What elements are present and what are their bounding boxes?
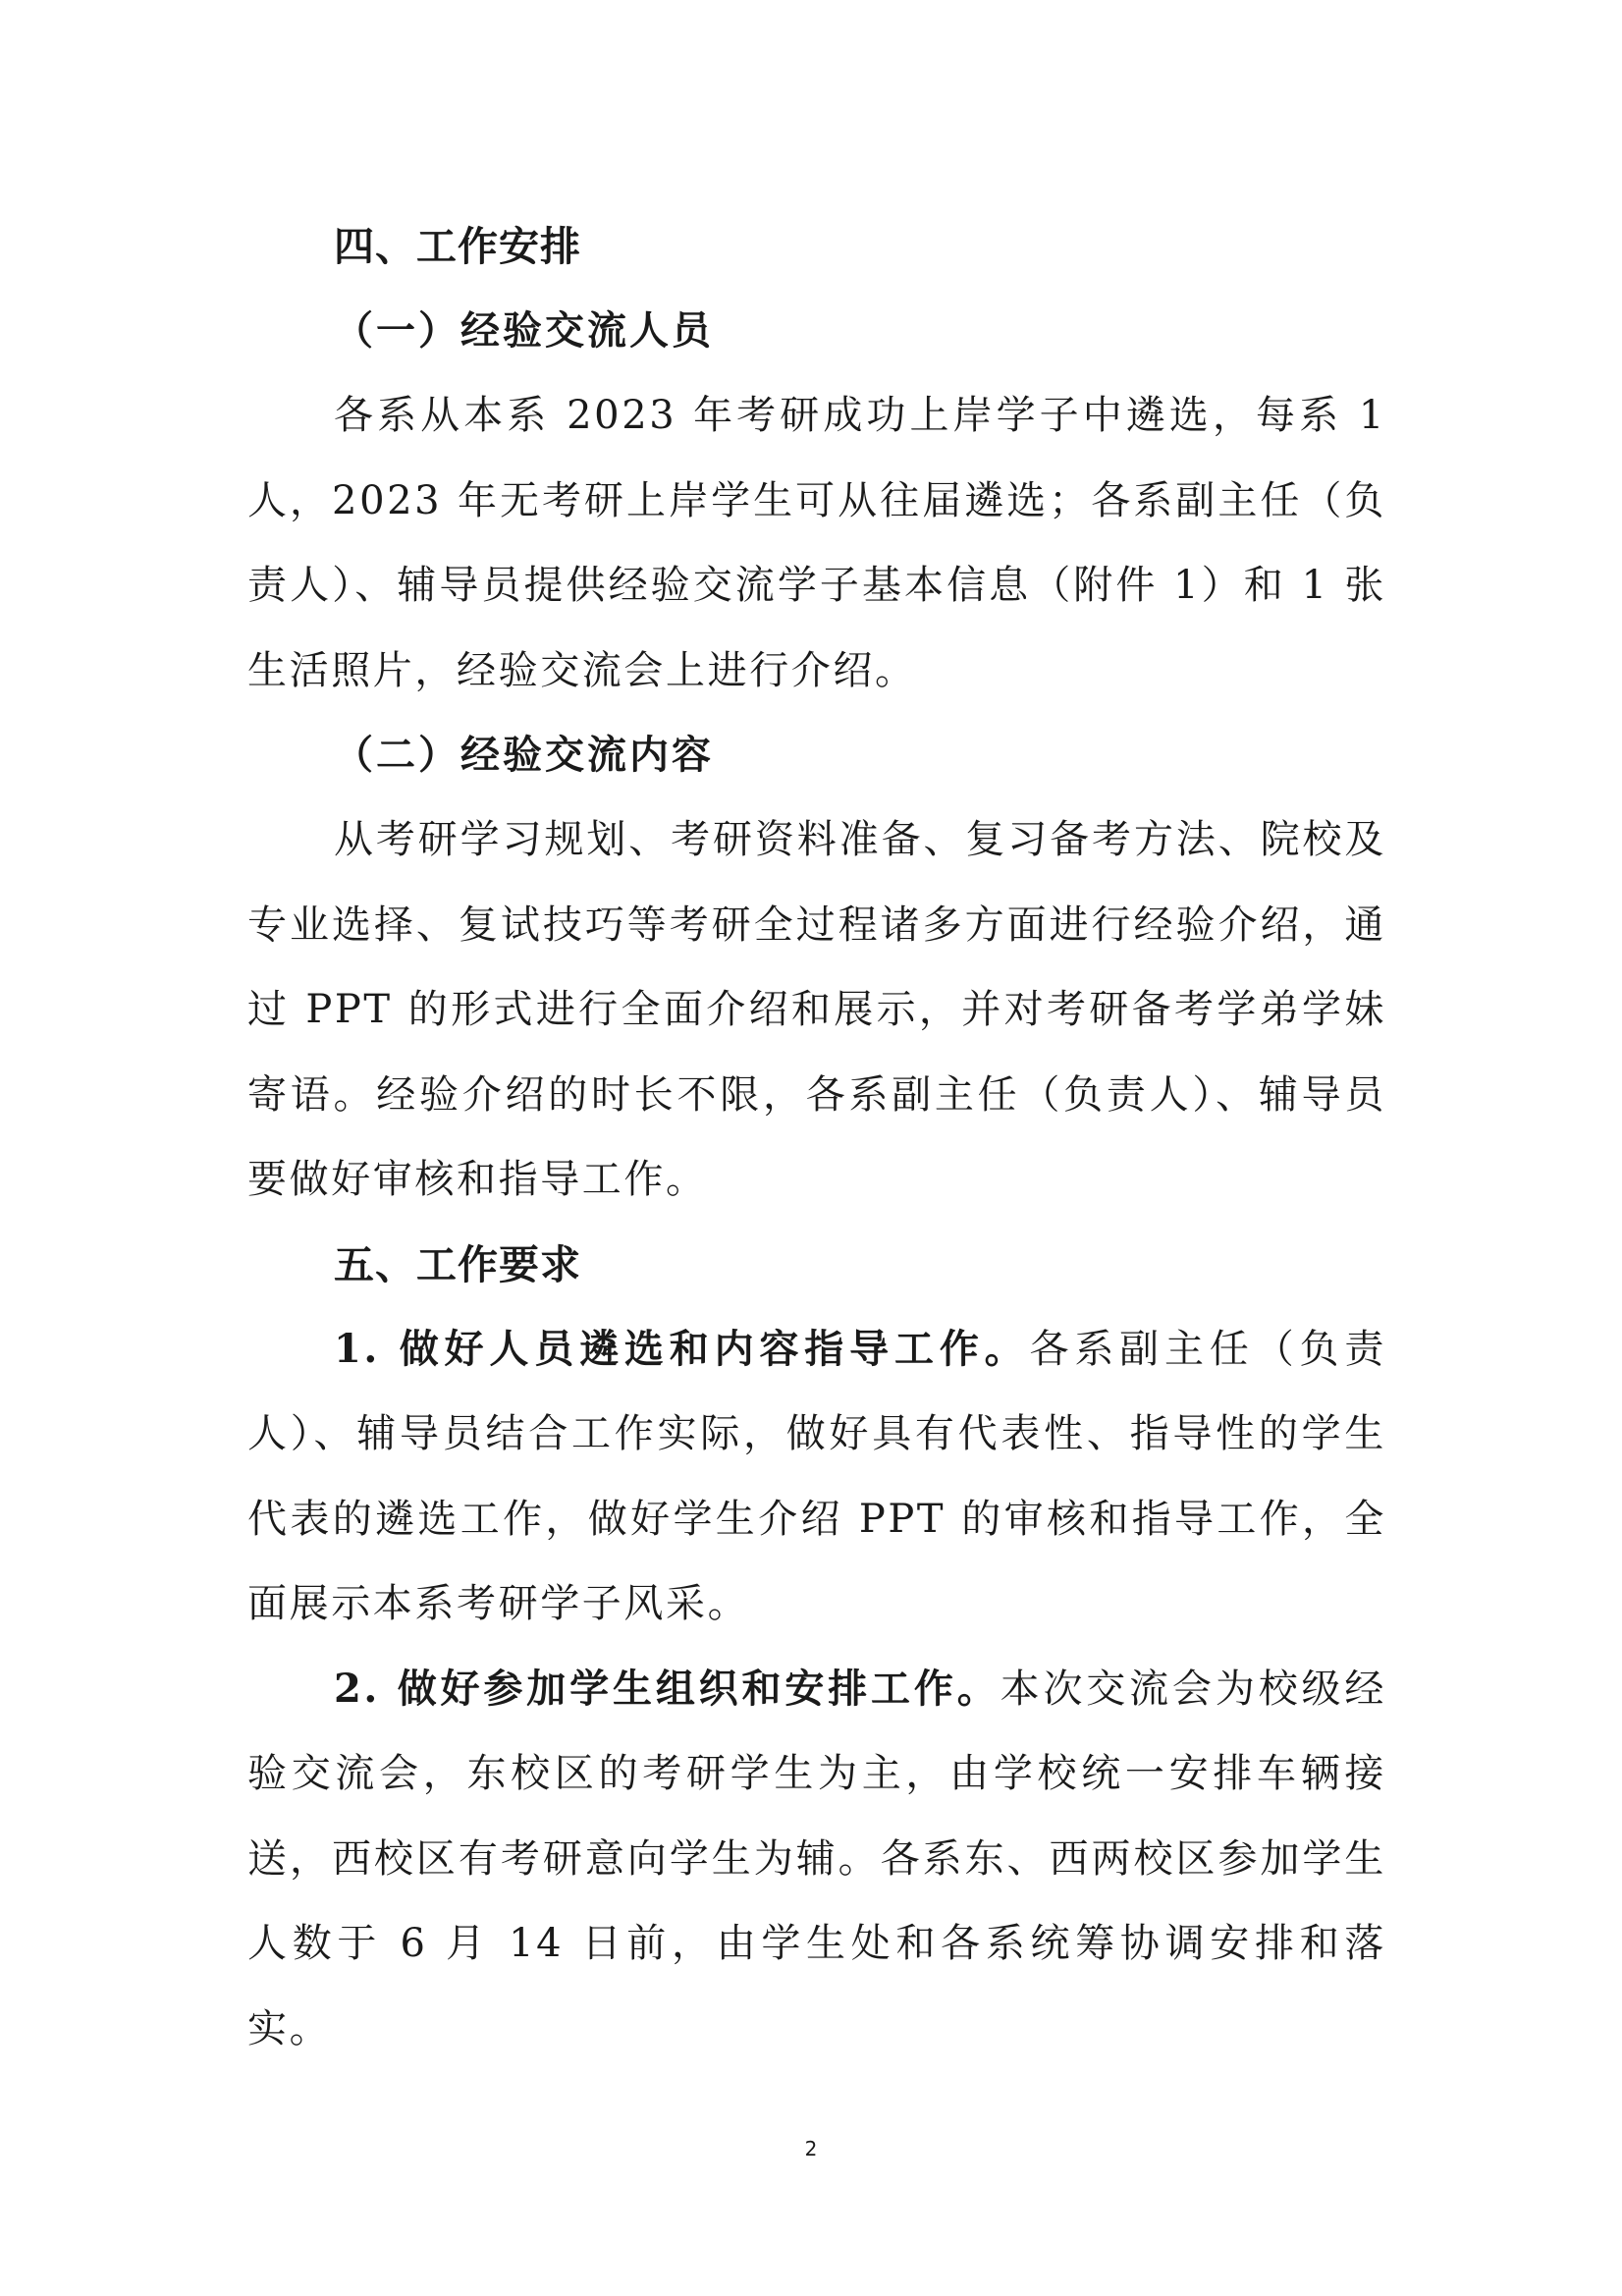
section-heading-work-requirements: 五、工作要求 [334, 1240, 581, 1288]
section-heading-work-arrangement: 四、工作安排 [334, 223, 581, 270]
paragraph-requirement-1 [247, 1307, 1386, 1647]
requirement-1-body: 各系副主任（负责人）、辅导员结合工作实际，做好具有代表性、指导性的学生代表的遴选工作，做好学生介绍 PPT 的审核和指导工作，全面展示本系考研学子风采。 [247, 1326, 1386, 1626]
paragraph-exchange-content: 从考研学习规划、考研资料准备、复习备考方法、院校及专业选择、复试技巧等考研全过程诸多方面进行经验介绍，通过 PPT 的形式进行全面介绍和展示，并对考研备考学弟学妹寄语。经验介绍的时长不限，各系副主任（负责人）、辅导员要做好审核和指导工作。 [247, 817, 1386, 1202]
paragraph-exchange-personnel: 各系从本系 2023 年考研成功上岸学子中遴选，每系 1 人，2023 年无考研上岸学生可从往届遴选；各系副主任（负责人）、辅导员提供经验交流学子基本信息（附件 1）和 1 张生活照片，经验交流会上进行介绍。 [247, 393, 1386, 693]
page-number: 2 [804, 2137, 818, 2160]
document-body [247, 204, 1386, 2071]
requirement-2-lead: 2. 做好参加学生组织和安排工作。 [334, 1665, 1000, 1712]
paragraph-requirement-2 [247, 1647, 1386, 2072]
requirement-1-lead: 1. 做好人员遴选和内容指导工作。 [334, 1325, 1030, 1372]
subsection-heading-exchange-content: （二）经验交流内容 [334, 732, 714, 778]
subsection-heading-exchange-personnel: （一）经验交流人员 [334, 307, 714, 354]
requirement-2-body: 本次交流会为校级经验交流会，东校区的考研学生为主，由学校统一安排车辆接送，西校区有考研意向学生为辅。各系东、西两校区参加学生人数于 6 月 14 日前，由学生处和各系统筹协调安排和落实。 [247, 1666, 1386, 2051]
